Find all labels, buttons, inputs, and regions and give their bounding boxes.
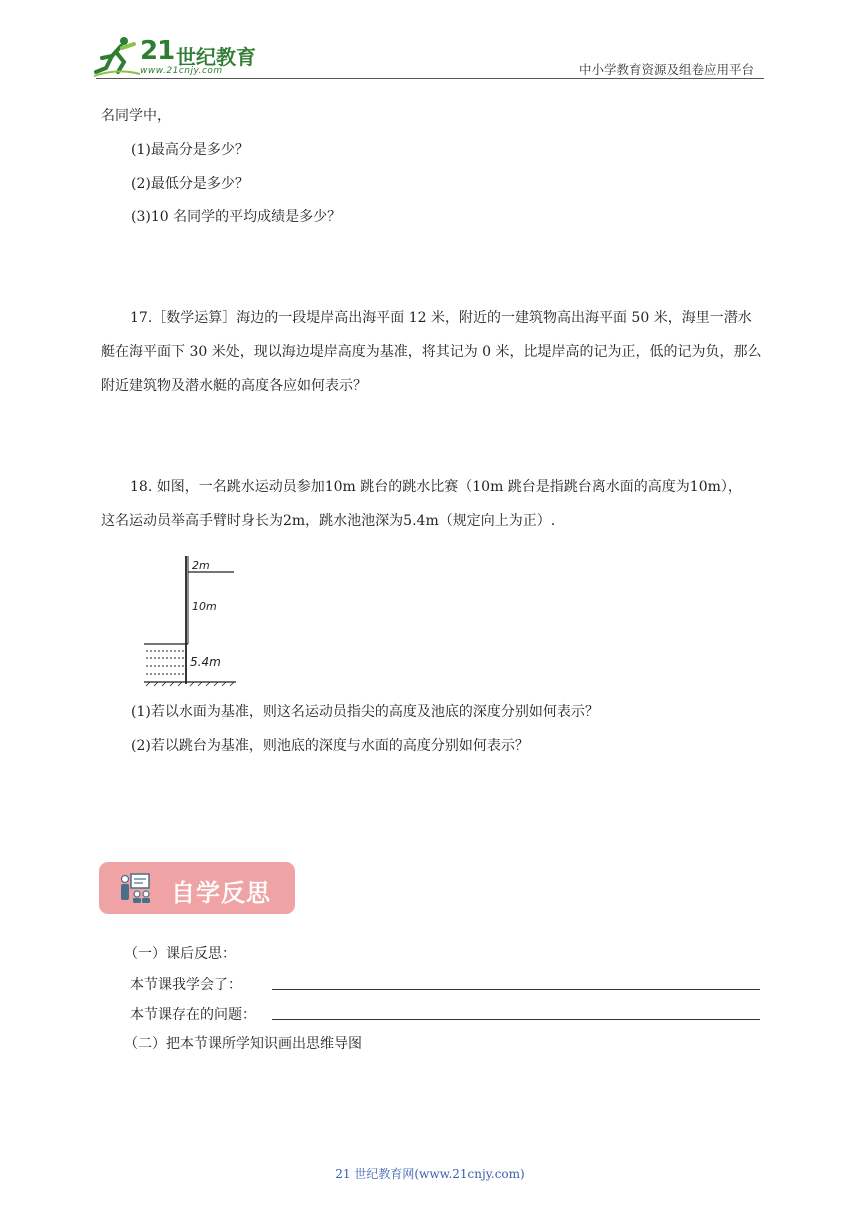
q18-item-2: (2)若以跳台为基准，则池底的深度与水面的高度分别如何表示？ bbox=[131, 738, 529, 754]
problems-answer-line[interactable] bbox=[272, 1019, 760, 1020]
diving-platform-figure bbox=[140, 554, 240, 688]
q17-line-2: 艇在海平面下 30 米处，现以海边堤岸高度为基准，将其记为 0 米，比堤岸高的记为正，低的记为负，那么 bbox=[101, 344, 762, 360]
brand-logo bbox=[94, 34, 264, 78]
q16-item-2: (2)最低分是多少？ bbox=[131, 176, 249, 192]
q18-item-1: (1)若以水面为基准，则这名运动员指尖的高度及池底的深度分别如何表示？ bbox=[131, 704, 599, 720]
q17-line-3: 附近建筑物及潜水艇的高度各应如何表示？ bbox=[101, 378, 367, 394]
problems-label: 本节课存在的问题： bbox=[130, 1007, 256, 1023]
learned-answer-line[interactable] bbox=[272, 989, 760, 990]
q17-line-1: 17.［数学运算］海边的一段堤岸高出海平面 12 米，附近的一建筑物高出海平面 50 米，海里一潜水 bbox=[130, 310, 752, 326]
header-divider bbox=[96, 78, 764, 79]
footer-text: 21 世纪教育网(www.21cnjy.com) bbox=[335, 1167, 525, 1181]
q18-line-2: 这名运动员举高手臂时身长为2m，跳水池池深为5.4m（规定向上为正）. bbox=[101, 513, 556, 529]
reflection-part-2: （二）把本节课所学知识画出思维导图 bbox=[124, 1036, 362, 1052]
q18-line-1: 18. 如图，一名跳水运动员参加10m 跳台的跳水比赛（10m 跳台是指跳台离水面的高度为10m）， bbox=[130, 479, 742, 495]
banner-title: 自学反思 bbox=[171, 879, 271, 907]
reflection-part-1: （一）课后反思： bbox=[124, 946, 236, 962]
runner-icon bbox=[94, 34, 142, 78]
reflection-banner bbox=[99, 862, 295, 914]
q16-item-3: (3)10 名同学的平均成绩是多少？ bbox=[131, 209, 342, 225]
q16-item-1: (1)最高分是多少？ bbox=[131, 142, 249, 158]
label-5-4m: 5.4m bbox=[190, 655, 221, 669]
teacher-board-icon bbox=[117, 870, 153, 906]
learned-label: 本节课我学会了： bbox=[130, 977, 242, 993]
logo-number: 21 bbox=[140, 36, 175, 66]
label-2m: 2m bbox=[192, 559, 210, 572]
logo-url: www.21cnjy.com bbox=[140, 66, 223, 76]
logo-name: 世纪教育 bbox=[176, 45, 256, 69]
q16-lead: 名同学中， bbox=[101, 108, 171, 124]
label-10m: 10m bbox=[192, 600, 217, 613]
header-platform-text: 中小学教育资源及组卷应用平台 bbox=[578, 62, 754, 77]
